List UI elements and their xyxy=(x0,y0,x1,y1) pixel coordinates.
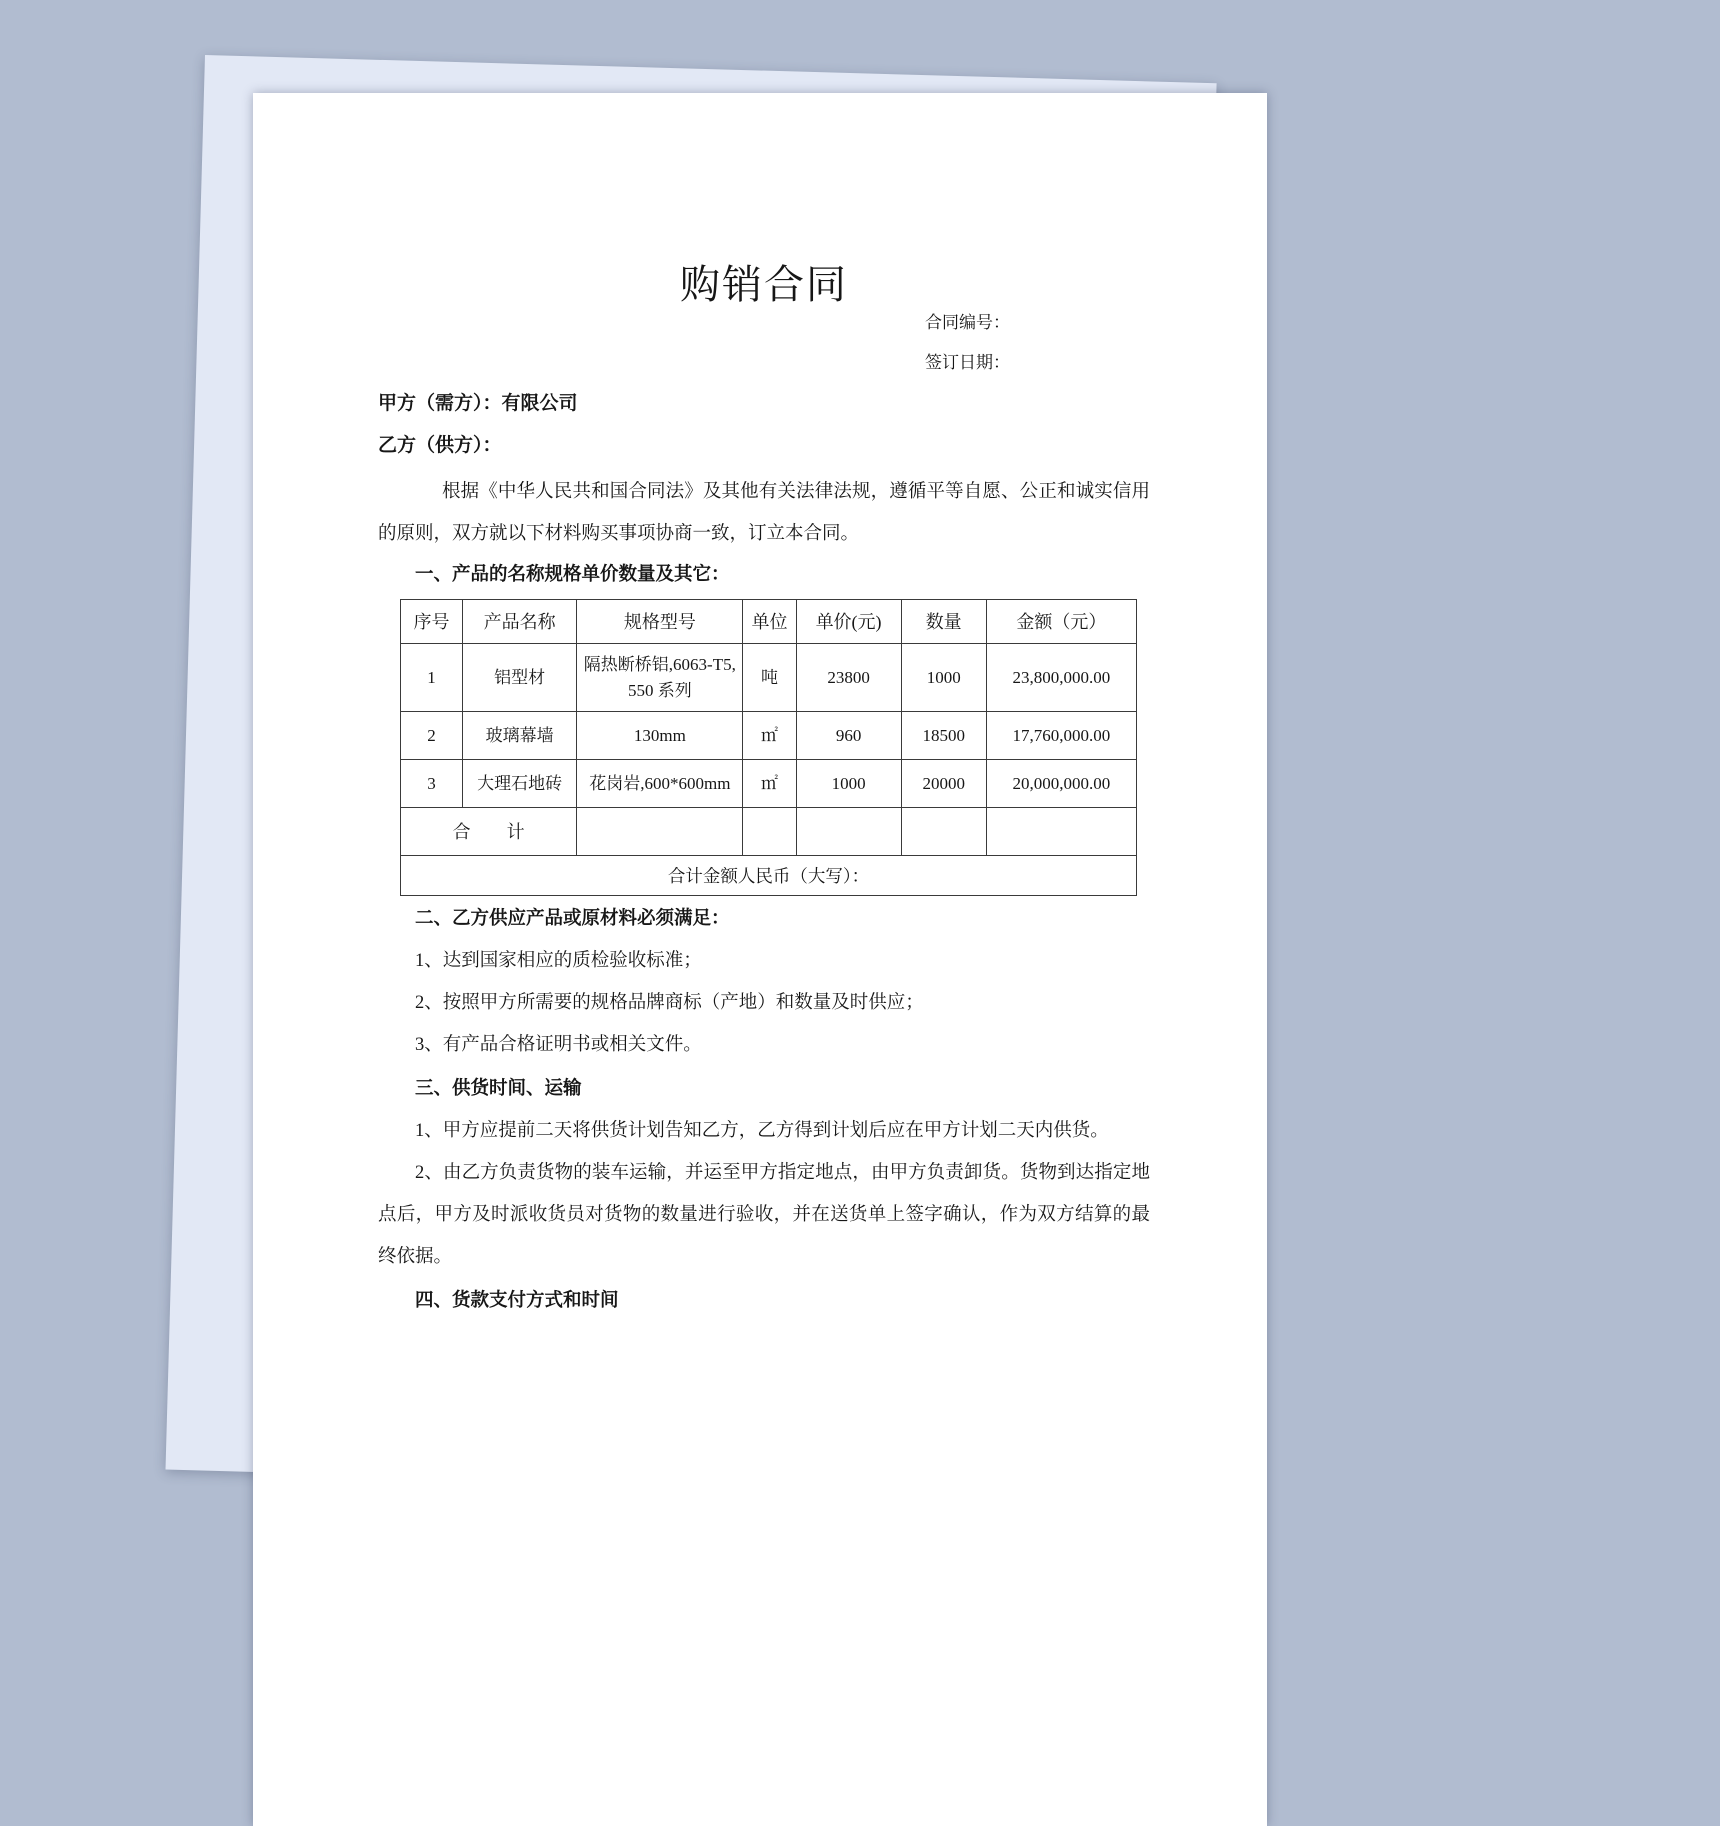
section-2-item: 1、达到国家相应的质检验收标准； xyxy=(415,951,702,971)
cell-unit-price: 23800 xyxy=(796,644,901,712)
cell-unit: 吨 xyxy=(743,644,796,712)
total-label-cell: 合 计 xyxy=(401,808,577,856)
table-amount-in-words-row xyxy=(401,856,1137,896)
table-header-row xyxy=(401,600,1137,644)
total-quantity-cell xyxy=(901,808,986,856)
section-2-item: 2、按照甲方所需要的规格品牌商标（产地）和数量及时供应； xyxy=(415,993,924,1013)
section-4-heading: 四、货款支付方式和时间 xyxy=(415,1291,619,1311)
products-table xyxy=(400,599,1137,896)
cell-quantity: 20000 xyxy=(901,760,986,808)
col-header-product-name: 产品名称 xyxy=(463,600,577,644)
cell-seq: 1 xyxy=(401,644,463,712)
cell-unit: ㎡ xyxy=(743,712,796,760)
total-spec-cell xyxy=(577,808,743,856)
cell-unit-price: 1000 xyxy=(796,760,901,808)
cell-unit: ㎡ xyxy=(743,760,796,808)
contract-page xyxy=(253,93,1267,1826)
cell-spec: 花岗岩,600*600mm xyxy=(577,760,743,808)
section-1-heading: 一、产品的名称规格单价数量及其它： xyxy=(415,565,730,585)
cell-amount: 17,760,000.00 xyxy=(986,712,1136,760)
section-2-heading: 二、乙方供应产品或原材料必须满足： xyxy=(415,909,730,929)
party-a-line: 甲方（需方）：有限公司 xyxy=(378,393,578,414)
cell-product-name: 铝型材 xyxy=(463,644,577,712)
preamble-paragraph: 根据《中华人民共和国合同法》及其他有关法律法规，遵循平等自愿、公正和诚实信用的原则，双方就以下材料购买事项协商一致，订立本合同。 xyxy=(378,482,1150,544)
col-header-seq: 序号 xyxy=(401,600,463,644)
contract-no-label: 合同编号： xyxy=(925,313,1010,332)
cell-product-name: 玻璃幕墙 xyxy=(463,712,577,760)
table-total-row xyxy=(401,808,1137,856)
cell-seq: 2 xyxy=(401,712,463,760)
cell-quantity: 18500 xyxy=(901,712,986,760)
total-unit-cell xyxy=(743,808,796,856)
col-header-unit-price: 单价(元) xyxy=(796,600,901,644)
cell-quantity: 1000 xyxy=(901,644,986,712)
table-row xyxy=(401,644,1137,712)
cell-spec: 130mm xyxy=(577,712,743,760)
amount-in-words-cell: 合计金额人民币（大写）： xyxy=(401,856,1137,896)
cell-unit-price: 960 xyxy=(796,712,901,760)
sign-date-label: 签订日期： xyxy=(925,353,1010,372)
party-b-line: 乙方（供方）： xyxy=(378,435,502,456)
col-header-spec: 规格型号 xyxy=(577,600,743,644)
section-3-heading: 三、供货时间、运输 xyxy=(415,1079,582,1099)
section-2-item: 3、有产品合格证明书或相关文件。 xyxy=(415,1035,702,1055)
cell-spec: 隔热断桥铝,6063-T5,550 系列 xyxy=(577,644,743,712)
total-unit-price-cell xyxy=(796,808,901,856)
section-3-item: 2、由乙方负责货物的装车运输，并运至甲方指定地点，由甲方负责卸货。货物到达指定地点后，甲方及时派收货员对货物的数量进行验收，并在送货单上签字确认，作为双方结算的最终依据。 xyxy=(378,1163,1150,1267)
col-header-amount: 金额（元） xyxy=(986,600,1136,644)
page-title: 购销合同 xyxy=(680,262,848,307)
cell-amount: 20,000,000.00 xyxy=(986,760,1136,808)
cell-seq: 3 xyxy=(401,760,463,808)
section-3-item: 1、甲方应提前二天将供货计划告知乙方，乙方得到计划后应在甲方计划二天内供货。 xyxy=(415,1121,1109,1141)
cell-product-name: 大理石地砖 xyxy=(463,760,577,808)
cell-amount: 23,800,000.00 xyxy=(986,644,1136,712)
table-row xyxy=(401,760,1137,808)
col-header-unit: 单位 xyxy=(743,600,796,644)
total-amount-cell xyxy=(986,808,1136,856)
table-row xyxy=(401,712,1137,760)
col-header-quantity: 数量 xyxy=(901,600,986,644)
contract-meta xyxy=(378,303,1150,383)
contract-content xyxy=(253,263,1267,1322)
